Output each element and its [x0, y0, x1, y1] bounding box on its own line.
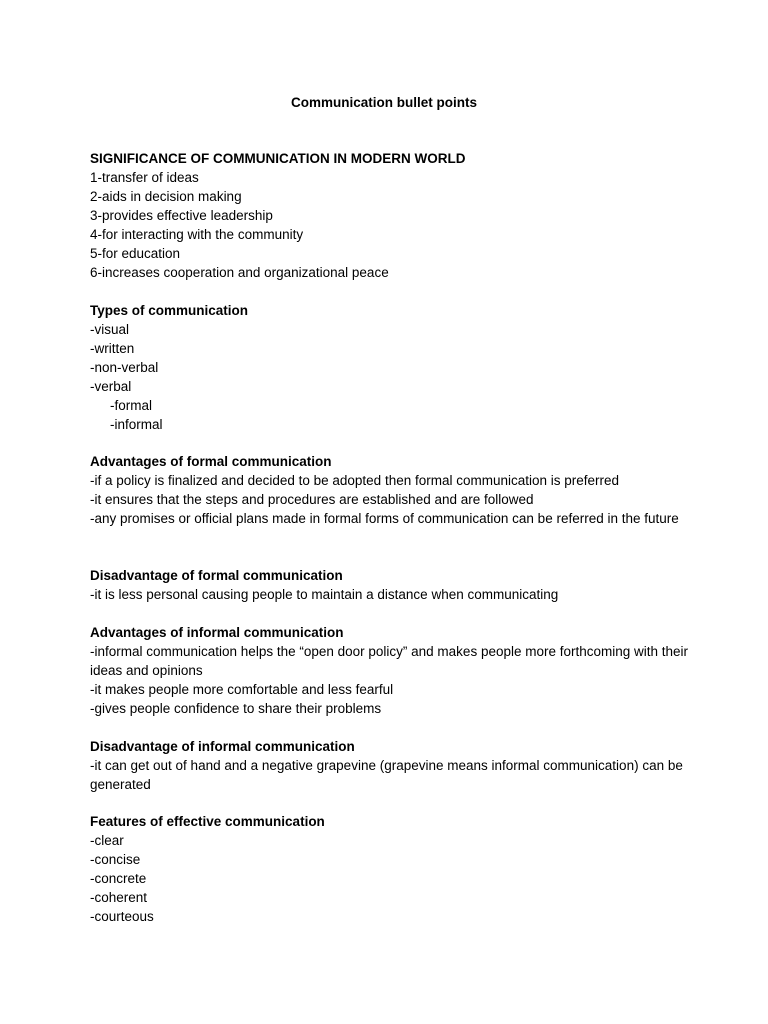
section-heading: Features of effective communication: [90, 814, 325, 829]
section-disadvantage-informal: [90, 737, 690, 794]
list-item: -if a policy is finalized and decided to be adopted then formal communication is preferred: [90, 473, 620, 488]
sub-list-item: -informal: [110, 417, 163, 432]
section-advantages-informal: [90, 623, 690, 718]
section-types: [90, 301, 690, 434]
list-item: -gives people confidence to share their problems: [90, 701, 382, 716]
list-item: -courteous: [90, 909, 154, 924]
section-features: [90, 812, 690, 926]
list-item: 6-increases cooperation and organizational peace: [90, 265, 389, 280]
list-item: -it makes people more comfortable and less fearful: [90, 682, 394, 697]
list-item: 5-for education: [90, 246, 181, 261]
list-item: 4-for interacting with the community: [90, 227, 304, 242]
list-item: 3-provides effective leadership: [90, 208, 273, 223]
list-item: -concrete: [90, 871, 147, 886]
section-heading: Types of communication: [90, 303, 249, 318]
list-item: -it is less personal causing people to maintain a distance when communicating: [90, 587, 559, 602]
section-advantages-formal: [90, 452, 690, 528]
list-item: -it can get out of hand and a negative grapevine (grapevine means informal communication) can be generated: [90, 758, 683, 792]
list-item: -coherent: [90, 890, 148, 905]
section-heading: Disadvantage of informal communication: [90, 739, 355, 754]
list-item: -clear: [90, 833, 124, 848]
sub-list-item: -formal: [110, 398, 153, 413]
section-heading: Advantages of formal communication: [90, 454, 332, 469]
section-significance: [90, 149, 690, 282]
list-item: 2-aids in decision making: [90, 189, 242, 204]
section-heading: Advantages of informal communication: [90, 625, 344, 640]
list-item: -non-verbal: [90, 360, 159, 375]
section-heading: Disadvantage of formal communication: [90, 568, 343, 583]
list-item: -verbal: [90, 379, 132, 394]
list-item: 1-transfer of ideas: [90, 170, 199, 185]
list-item: -informal communication helps the “open door policy” and makes people more forthcoming with their ideas and opinions: [90, 644, 689, 678]
section-heading: SIGNIFICANCE OF COMMUNICATION IN MODERN WORLD: [90, 151, 466, 166]
list-item: -written: [90, 341, 135, 356]
list-item: -concise: [90, 852, 141, 867]
document-title: Communication bullet points: [291, 95, 477, 110]
list-item: -it ensures that the steps and procedures are established and are followed: [90, 492, 534, 507]
list-item: -visual: [90, 322, 130, 337]
list-item: -any promises or official plans made in formal forms of communication can be referred in the future: [90, 511, 679, 526]
section-disadvantage-formal: [90, 566, 690, 604]
